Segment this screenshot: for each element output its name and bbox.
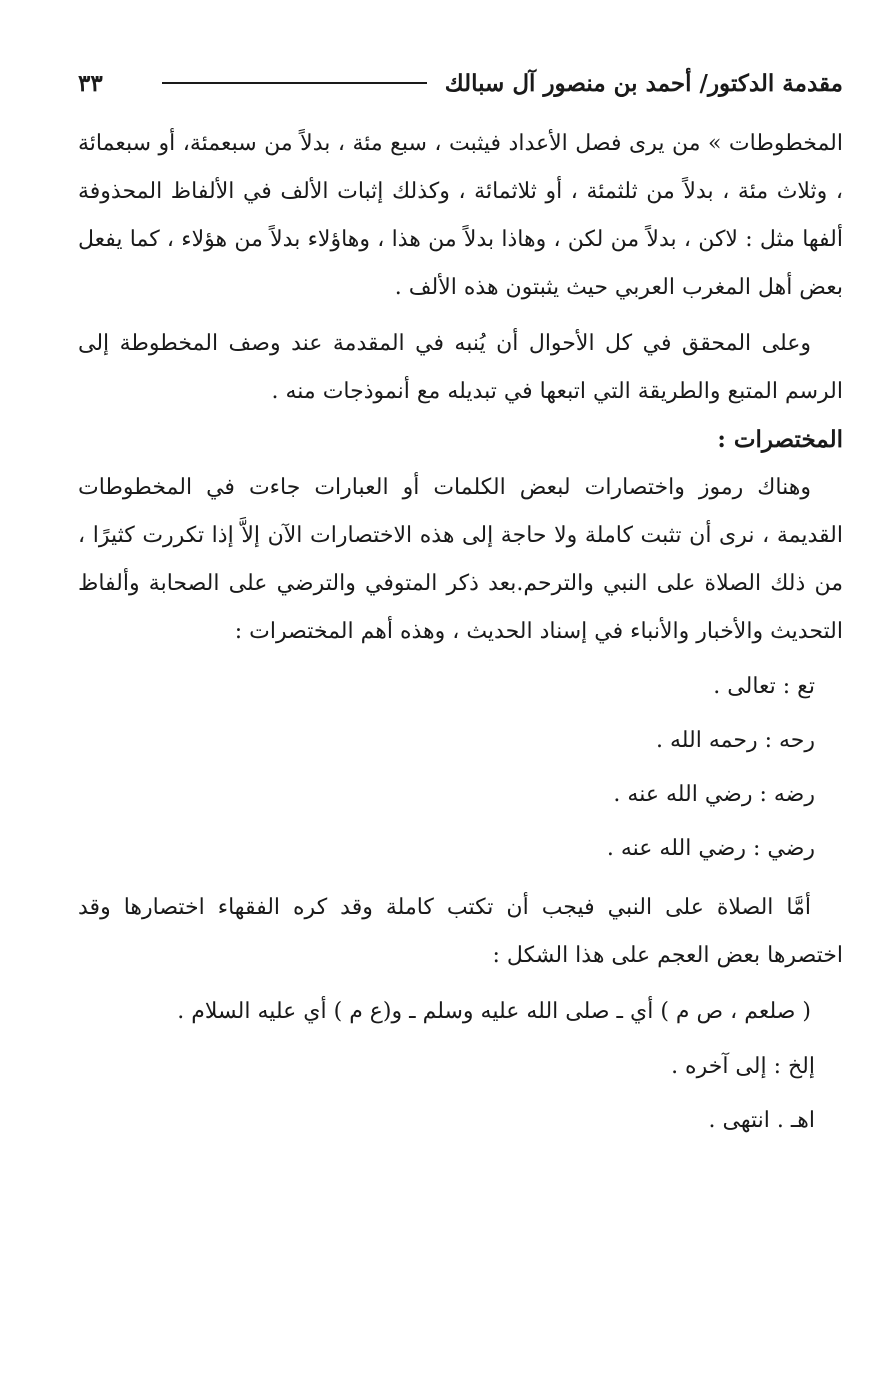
running-header [70,58,843,108]
page-body [78,120,843,1156]
running-title: مقدمة الدكتور/ أحمد بن منصور آل سبالك [444,69,843,97]
paragraph-abbreviations-intro: وهناك رموز واختصارات لبعض الكلمات أو العبارات جاءت في المخطوطات القديمة ، نرى أن تثبت كاملة ولا حاجة إلى هذه الاختصارات الآن إلاَّ إذا تكررت كثيرًا ، من ذلك الصلاة على النبي والترحم.بعد ذكر المتوفي والترضي على الصحابة وألفاظ التحديث والأخبار والأنباء في إسناد الحديث ، وهذه أهم المختصرات : [78,475,843,644]
paragraph-orthography-continuation: المخطوطات » من يرى فصل الأعداد فيثبت ، سبع مئة ، بدلاً من سبعمئة، أو سبعمائة ، وثلاث مئة ، بدلاً من ثلثمئة ، أو ثلاثمائة ، وكذلك إثبات الألف في الألفاظ المحذوفة ألفها مثل : لاكن ، بدلاً من لكن ، وهاذا بدلاً من هذا ، وهاؤلاء بدلاً من هؤلاء ، كما يفعل بعض أهل المغرب العربي حيث يثبتون هذه الألف . [78,131,843,300]
paragraph-prayer-examples: ( صلعم ، ص م ) أي ـ صلى الله عليه وسلم ـ و(ع م ) أي عليه السلام . [177,999,811,1024]
abbreviation-list-secondary [78,1040,843,1148]
paragraph-editor-note: وعلى المحقق في كل الأحوال أن يُنبه في المقدمة عند وصف المخطوطة إلى الرسم المتبع والطريقة التي اتبعها في تبديله مع أنموذجات منه . [78,331,843,404]
page-number: ٣٣ [78,69,103,97]
abbreviation-item: إلخ : إلى آخره . [671,1054,815,1079]
abbreviation-item: رضه : رضي الله عنه . [613,782,815,807]
abbreviation-item: رحه : رحمه الله . [655,728,815,753]
abbreviation-item: تع : تعالى . [713,674,815,699]
paragraph-prayer-abbreviation: أمَّا الصلاة على النبي فيجب أن تكتب كاملة وقد كره الفقهاء اختصارها وقد اختصرها بعض العجم على هذا الشكل : [78,895,843,968]
abbreviation-item: اهـ . انتهى . [708,1108,815,1133]
section-heading-abbreviations: المختصرات : [717,426,843,453]
abbreviation-list [78,660,843,876]
abbreviation-item: رضي : رضي الله عنه . [606,836,815,861]
header-rule [162,82,427,84]
